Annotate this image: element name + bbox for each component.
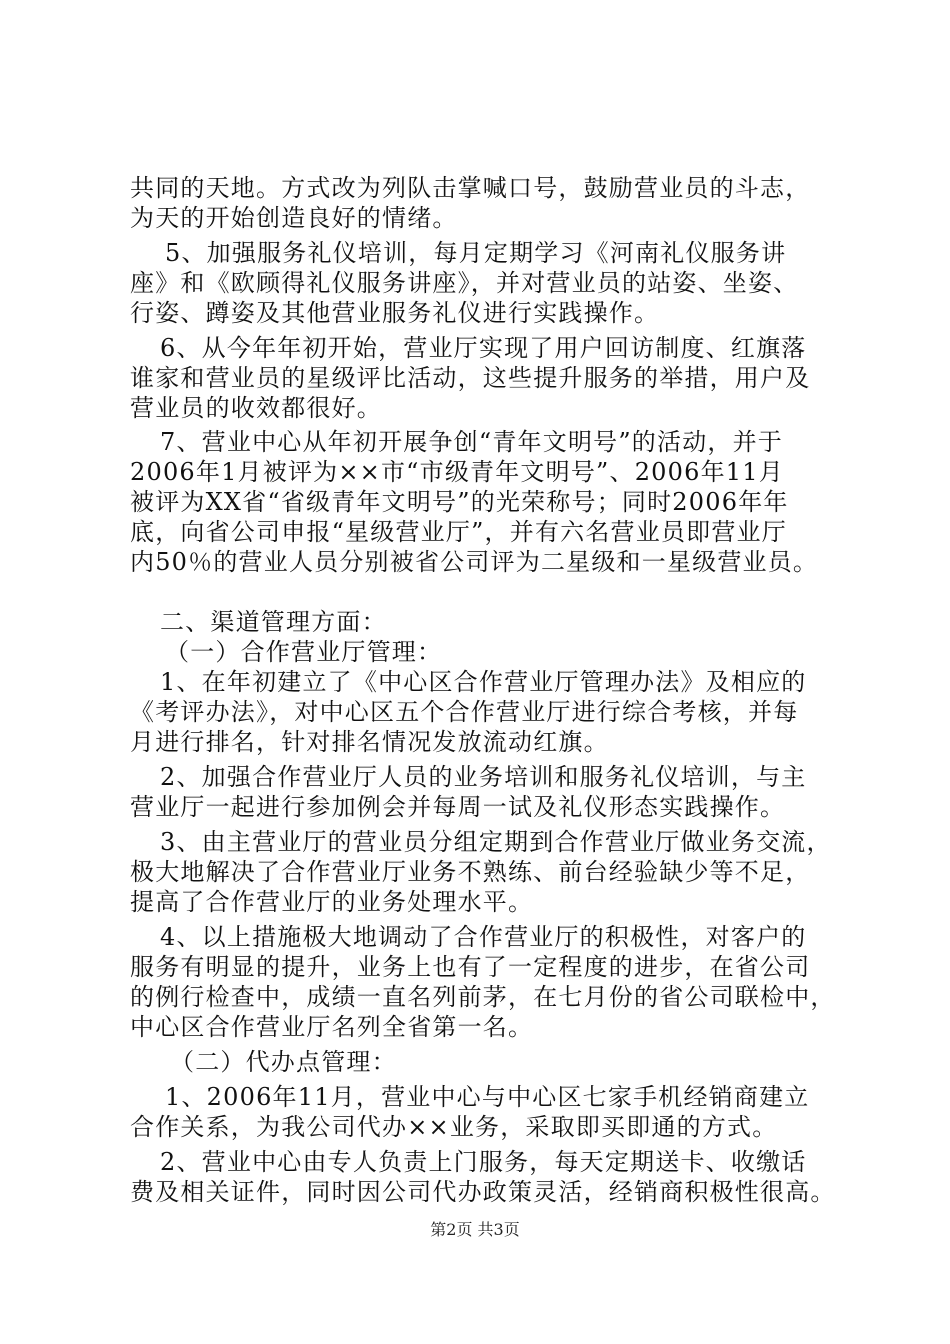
text-line: 服务有明显的提升，业务上也有了一定程度的进步，在省公司 bbox=[130, 953, 811, 981]
text-line: 《考评办法》，对中心区五个合作营业厅进行综合考核，并每 bbox=[130, 698, 799, 726]
subsection-heading: （一）合作营业厅管理： bbox=[165, 638, 443, 666]
text-line: 中心区合作营业厅名列全省第一名。 bbox=[130, 1013, 534, 1041]
text-line: 谁家和营业员的星级评比活动，这些提升服务的举措，用户及 bbox=[130, 364, 811, 392]
text-line: 1、2006年11月，营业中心与中心区七家手机经销商建立 bbox=[165, 1083, 810, 1111]
text-line: 2、营业中心由专人负责上门服务，每天定期送卡、收缴话 bbox=[160, 1148, 807, 1176]
text-line: 月进行排名，针对排名情况发放流动红旗。 bbox=[130, 728, 609, 756]
text-line: 的例行检查中，成绩一直名列前茅，在七月份的省公司联检中， bbox=[130, 983, 836, 1011]
text-line: 营业厅一起进行参加例会并每周一试及礼仪形态实践操作。 bbox=[130, 793, 786, 821]
text-line: 费及相关证件，同时因公司代办政策灵活，经销商积极性很高。 bbox=[130, 1178, 836, 1206]
text-line: 3、由主营业厅的营业员分组定期到合作营业厅做业务交流， bbox=[160, 828, 832, 856]
text-line: 合作关系，为我公司代办××业务，采取即买即通的方式。 bbox=[130, 1113, 778, 1141]
text-line: 6、从今年年初开始，营业厅实现了用户回访制度、红旗落 bbox=[160, 334, 807, 362]
text-line: 底，向省公司申报“星级营业厅”，并有六名营业员即营业厅 bbox=[130, 518, 787, 546]
text-line: 共同的天地。方式改为列队击掌喊口号，鼓励营业员的斗志， bbox=[130, 174, 811, 202]
text-line: 营业员的收效都很好。 bbox=[130, 394, 382, 422]
section-heading: 二、渠道管理方面： bbox=[160, 608, 387, 636]
page-number-footer: 第2页 共3页 bbox=[430, 1220, 520, 1239]
text-line: 行姿、蹲姿及其他营业服务礼仪进行实践操作。 bbox=[130, 299, 660, 327]
text-line: 座》和《欧顾得礼仪服务讲座》，并对营业员的站姿、坐姿、 bbox=[130, 269, 799, 297]
text-line: 4、以上措施极大地调动了合作营业厅的积极性，对客户的 bbox=[160, 923, 807, 951]
text-line: 2006年1月被评为××市“市级青年文明号”、2006年11月 bbox=[130, 458, 784, 486]
text-line: 7、营业中心从年初开展争创“青年文明号”的活动，并于 bbox=[160, 428, 784, 456]
text-line: 1、在年初建立了《中心区合作营业厅管理办法》及相应的 bbox=[160, 668, 807, 696]
text-line: 被评为XX省“省级青年文明号”的光荣称号；同时2006年年 bbox=[130, 488, 789, 516]
text-line: 内50％的营业人员分别被省公司评为二星级和一星级营业员。 bbox=[130, 548, 819, 576]
text-line: 5、加强服务礼仪培训，每月定期学习《河南礼仪服务讲 bbox=[165, 239, 787, 267]
text-line: 为天的开始创造良好的情绪。 bbox=[130, 204, 458, 232]
text-line: 2、加强合作营业厅人员的业务培训和服务礼仪培训，与主 bbox=[160, 763, 807, 791]
text-line: 提高了合作营业厅的业务处理水平。 bbox=[130, 888, 534, 916]
subsection-heading: （二）代办点管理： bbox=[170, 1048, 397, 1076]
text-line: 极大地解决了合作营业厅业务不熟练、前台经验缺少等不足， bbox=[130, 858, 811, 886]
